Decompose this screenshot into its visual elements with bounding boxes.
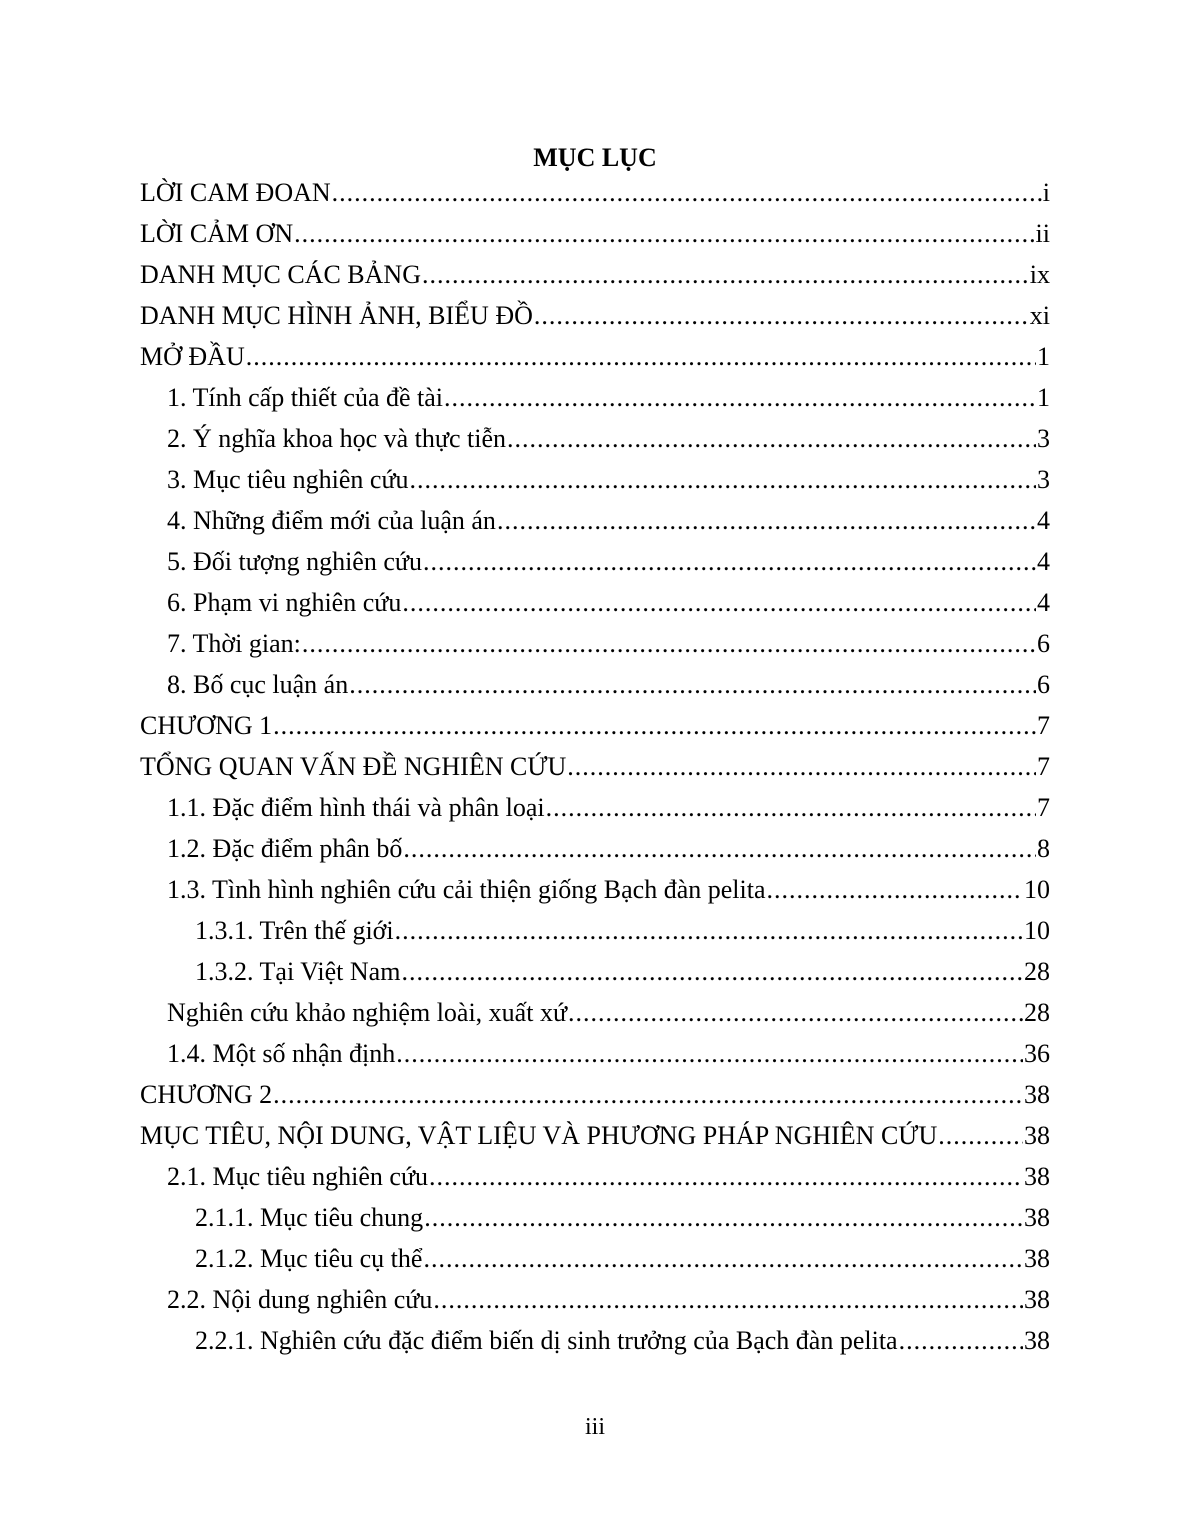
toc-entry-label: 1.3.1. Trên thế giới [195,916,394,945]
toc-dot-leader [568,992,1023,1033]
toc-entry-label: 6. Phạm vi nghiên cứu [167,588,402,617]
toc-entry-page: ii [1035,219,1050,248]
toc-entry-page: 28 [1024,998,1050,1027]
toc-entry-page: 28 [1024,957,1050,986]
toc-dot-leader [294,213,1034,254]
toc-entry-page: xi [1029,301,1050,330]
toc-dot-leader [766,869,1023,910]
toc-entry[interactable] [140,1197,1050,1238]
toc-entry-label: 8. Bố cục luận án [167,670,349,699]
toc-dot-leader [422,254,1029,295]
toc-entry-page: 38 [1024,1203,1050,1232]
toc-entry[interactable] [140,951,1050,992]
toc-entry-page: 10 [1024,916,1050,945]
toc-entry-label: CHƯƠNG 2 [140,1080,273,1109]
toc-dot-leader [401,951,1023,992]
toc-entry-page: 36 [1024,1039,1050,1068]
toc-entry-label: DANH MỤC HÌNH ẢNH, BIỂU ĐỒ [140,301,533,330]
toc-entry-page: 38 [1024,1121,1050,1150]
toc-entry-label: 5. Đối tượng nghiên cứu [167,547,422,576]
toc-entry-page: 38 [1024,1080,1050,1109]
toc-entry[interactable] [140,1156,1050,1197]
toc-entry-label: 2.2.1. Nghiên cứu đặc điểm biến dị sinh trưởng của Bạch đàn pelita [195,1326,898,1355]
toc-dot-leader [429,1156,1023,1197]
toc-entry-page: 6 [1037,629,1050,658]
toc-dot-leader [423,541,1036,582]
toc-entry-label: LỜI CAM ĐOAN [140,178,331,207]
toc-entry-page: 3 [1037,424,1050,453]
toc-dot-leader [444,377,1036,418]
toc-entry-label: 2.1.2. Mục tiêu cụ thể [195,1244,423,1273]
toc-entry-label: 2.2. Nội dung nghiên cứu [167,1285,433,1314]
toc-dot-leader [546,787,1036,828]
toc-entry[interactable] [140,459,1050,500]
toc-dot-leader [433,1279,1023,1320]
toc-entry[interactable] [140,1115,1050,1156]
toc-entry-label: TỔNG QUAN VẤN ĐỀ NGHIÊN CỨU [140,752,567,781]
toc-entry[interactable] [140,787,1050,828]
toc-entry-label: 1.3. Tình hình nghiên cứu cải thiện giống Bạch đàn pelita [167,875,766,904]
toc-dot-leader [332,172,1042,213]
toc-entry-label: Nghiên cứu khảo nghiệm loài, xuất xứ [167,998,568,1027]
toc-entry-label: 2.1. Mục tiêu nghiên cứu [167,1162,429,1191]
toc-entry-page: 7 [1037,793,1050,822]
toc-dot-leader [302,623,1036,664]
toc-entry[interactable] [140,500,1050,541]
toc-entry-page: 1 [1037,383,1050,412]
toc-entry-label: CHƯƠNG 1 [140,711,273,740]
toc-dot-leader [497,500,1036,541]
toc-entry[interactable] [140,582,1050,623]
toc-entry[interactable] [140,992,1050,1033]
toc-dot-leader [424,1197,1023,1238]
toc-entry-page: 10 [1024,875,1050,904]
toc-entry-label: 3. Mục tiêu nghiên cứu [167,465,409,494]
table-of-contents [140,172,1050,1361]
toc-dot-leader [246,336,1036,377]
toc-entry-page: 38 [1024,1285,1050,1314]
toc-entry-label: MỤC TIÊU, NỘI DUNG, VẬT LIỆU VÀ PHƯƠNG PHÁP NGHIÊN CỨU [140,1121,938,1150]
page-number: iii [584,1414,605,1440]
toc-dot-leader [403,828,1036,869]
toc-entry[interactable] [140,541,1050,582]
toc-entry-label: MỞ ĐẦU [140,342,245,371]
toc-entry-label: 1. Tính cấp thiết của đề tài [167,383,444,412]
toc-entry-page: 4 [1037,506,1050,535]
toc-entry[interactable] [140,295,1050,336]
toc-entry-page: 7 [1037,711,1050,740]
toc-entry-page: 7 [1037,752,1050,781]
toc-dot-leader [402,582,1036,623]
toc-entry-page: 6 [1037,670,1050,699]
toc-entry[interactable] [140,705,1050,746]
toc-dot-leader [423,1238,1023,1279]
toc-entry-page: ix [1029,260,1050,289]
toc-entry[interactable] [140,1279,1050,1320]
toc-entry[interactable] [140,746,1050,787]
toc-entry-page: 38 [1024,1162,1050,1191]
toc-dot-leader [534,295,1029,336]
toc-entry[interactable] [140,1074,1050,1115]
toc-entry-page: 4 [1037,547,1050,576]
toc-entry-page: 8 [1037,834,1050,863]
toc-dot-leader [396,1033,1023,1074]
toc-entry-page: 3 [1037,465,1050,494]
toc-entry-label: 1.2. Đặc điểm phân bố [167,834,403,863]
toc-entry-label: DANH MỤC CÁC BẢNG [140,260,421,289]
toc-entry[interactable] [140,418,1050,459]
toc-entry-label: 4. Những điểm mới của luận án [167,506,496,535]
toc-title: MỤC LỤC [533,143,657,172]
toc-entry-label: 7. Thời gian: [167,629,301,658]
toc-entry[interactable] [140,1238,1050,1279]
toc-dot-leader [349,664,1036,705]
toc-entry[interactable] [140,1033,1050,1074]
toc-entry[interactable] [140,254,1050,295]
toc-entry[interactable] [140,623,1050,664]
toc-dot-leader [395,910,1023,951]
toc-entry-label: 1.4. Một số nhận định [167,1039,396,1068]
toc-entry[interactable] [140,172,1050,213]
toc-entry[interactable] [140,828,1050,869]
toc-entry-page: i [1042,178,1050,207]
toc-dot-leader [899,1320,1023,1361]
toc-entry-page: 4 [1037,588,1050,617]
toc-entry-label: 2. Ý nghĩa khoa học và thực tiễn [167,424,507,453]
toc-entry-label: 2.1.1. Mục tiêu chung [195,1203,424,1232]
toc-dot-leader [273,705,1036,746]
toc-dot-leader [273,1074,1023,1115]
toc-entry[interactable] [140,336,1050,377]
toc-dot-leader [410,459,1036,500]
toc-entry-page: 1 [1037,342,1050,371]
toc-entry[interactable] [140,664,1050,705]
toc-entry[interactable] [140,869,1050,910]
toc-entry-page: 38 [1024,1326,1050,1355]
toc-dot-leader [567,746,1036,787]
toc-dot-leader [507,418,1036,459]
toc-entry-label: LỜI CẢM ƠN [140,219,294,248]
toc-dot-leader [938,1115,1023,1156]
toc-entry[interactable] [140,377,1050,418]
toc-entry-label: 1.1. Đặc điểm hình thái và phân loại [167,793,545,822]
toc-entry[interactable] [140,213,1050,254]
toc-entry-page: 38 [1024,1244,1050,1273]
toc-entry-label: 1.3.2. Tại Việt Nam [195,957,401,986]
toc-entry[interactable] [140,910,1050,951]
toc-entry[interactable] [140,1320,1050,1361]
